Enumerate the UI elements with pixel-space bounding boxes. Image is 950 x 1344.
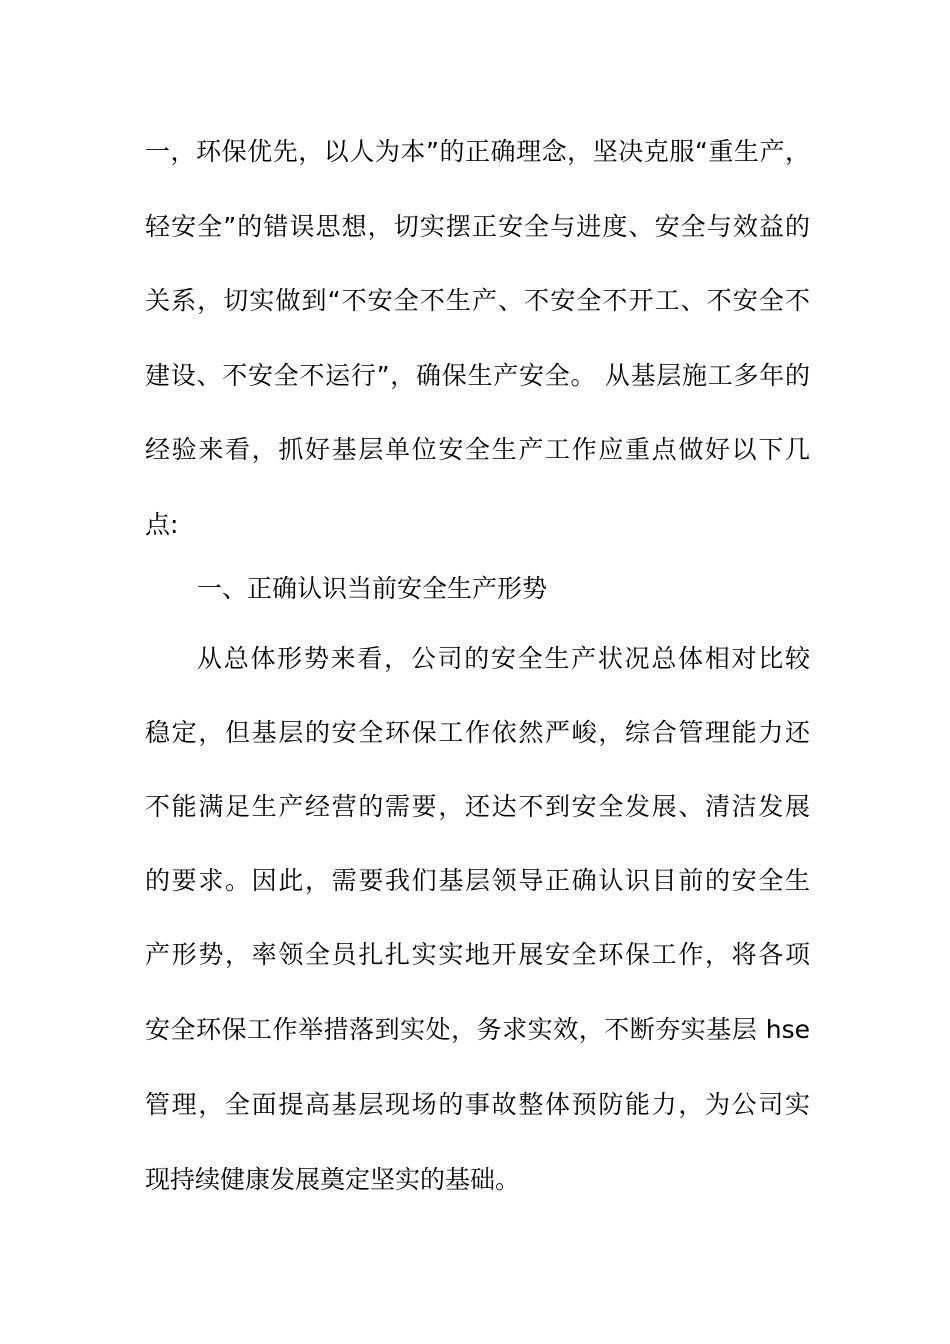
- paragraph-line: 管理，全面提高基层现场的事故整体预防能力，为公司实: [145, 1090, 810, 1119]
- paragraph-line: 产形势，率领全员扎扎实实地开展安全环保工作，将各项: [145, 940, 810, 969]
- paragraph-line: 一，环保优先，以人为本”的正确理念，坚决克服“重生产，: [145, 137, 810, 166]
- paragraph-line: 现持续健康发展奠定坚实的基础。: [145, 1165, 521, 1194]
- paragraph-line: 安全环保工作举措落到实处，务求实效，不断夯实基层 hse: [145, 1015, 810, 1044]
- section-heading: 一、正确认识当前安全生产形势: [197, 574, 548, 603]
- paragraph-line: 经验来看，抓好基层单位安全生产工作应重点做好以下几: [145, 435, 810, 464]
- paragraph-line: 关系，切实做到“不安全不生产、不安全不开工、不安全不: [145, 286, 810, 315]
- paragraph-line: 建设、不安全不运行”，确保生产安全。 从基层施工多年的: [145, 361, 810, 390]
- paragraph-line: 轻安全”的错误思想，切实摆正安全与进度、安全与效益的: [145, 212, 810, 241]
- paragraph-line: 稳定，但基层的安全环保工作依然严峻，综合管理能力还: [145, 718, 810, 747]
- paragraph-line: 的要求。因此，需要我们基层领导正确认识目前的安全生: [145, 866, 810, 895]
- paragraph-line: 从总体形势来看，公司的安全生产状况总体相对比较: [197, 644, 810, 673]
- paragraph-line: 不能满足生产经营的需要，还达不到安全发展、清洁发展: [145, 792, 810, 821]
- paragraph-line: 点:: [145, 510, 179, 539]
